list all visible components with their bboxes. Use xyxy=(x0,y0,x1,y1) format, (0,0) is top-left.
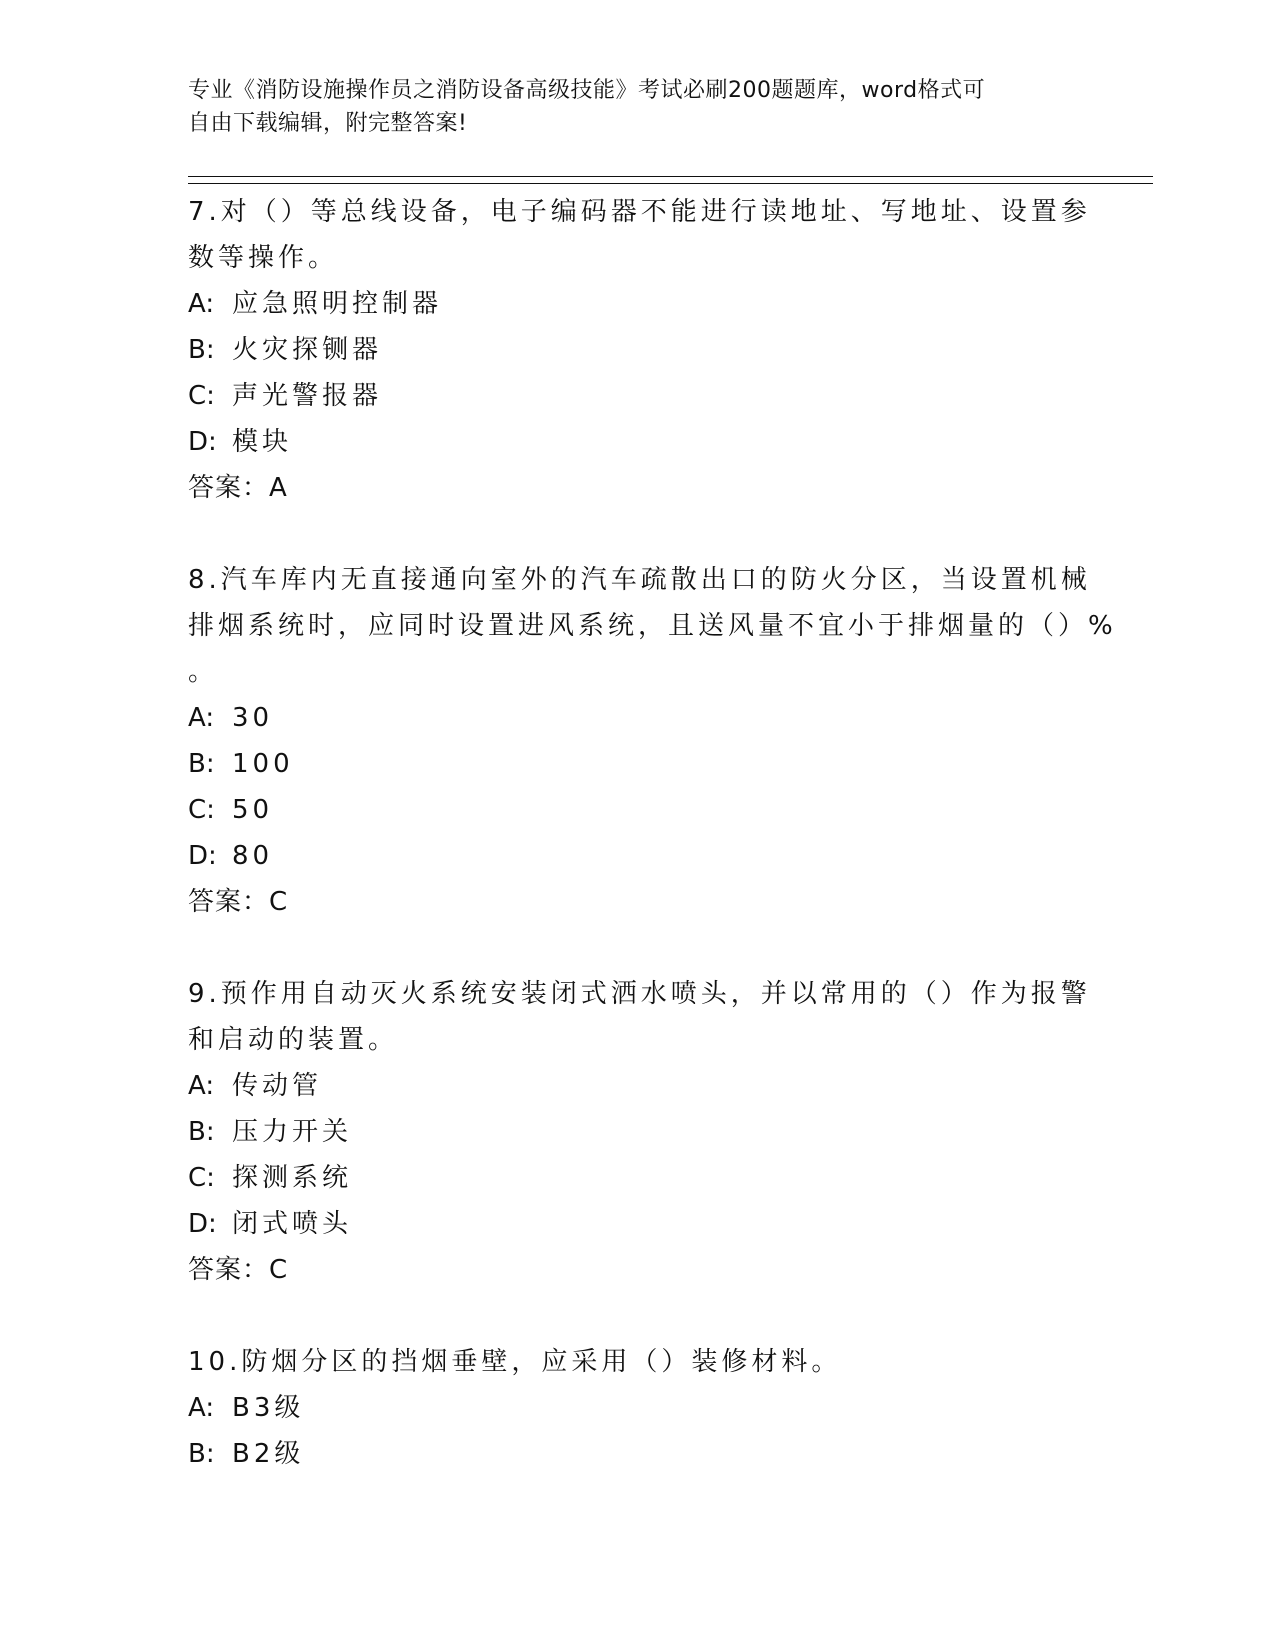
option-d xyxy=(188,1201,1088,1247)
option-a xyxy=(188,1063,1088,1109)
option-text: 探测系统 xyxy=(232,1163,353,1193)
option-text: 应急照明控制器 xyxy=(232,289,443,319)
document-header xyxy=(188,74,1068,140)
option-a xyxy=(188,281,1088,327)
option-letter: B: xyxy=(188,1117,215,1147)
option-a xyxy=(188,1385,1088,1431)
option-letter: A: xyxy=(188,1393,215,1423)
question-text-line: 数等操作。 xyxy=(188,243,339,273)
option-letter: B: xyxy=(188,335,215,365)
option-b xyxy=(188,741,1088,787)
question-block xyxy=(188,557,1117,925)
option-c xyxy=(188,1155,1088,1201)
header-divider-bottom xyxy=(188,183,1153,184)
option-b xyxy=(188,327,1088,373)
option-text: 声光警报器 xyxy=(232,381,383,411)
option-letter: C: xyxy=(188,795,215,825)
option-text: 30 xyxy=(232,703,274,733)
option-a xyxy=(188,695,1088,741)
question-text-line: 7.对（）等总线设备，电子编码器不能进行读地址、写地址、设置参 xyxy=(188,197,1091,227)
option-letter: C: xyxy=(188,381,215,411)
header-divider-top xyxy=(188,176,1153,177)
option-b xyxy=(188,1109,1088,1155)
option-text: 火灾探铡器 xyxy=(232,335,383,365)
option-letter: C: xyxy=(188,1163,215,1193)
option-letter: A: xyxy=(188,703,215,733)
option-c xyxy=(188,787,1088,833)
option-text: 100 xyxy=(232,749,294,779)
option-d xyxy=(188,419,1088,465)
option-text: 压力开关 xyxy=(232,1117,353,1147)
option-text: 传动管 xyxy=(232,1071,323,1101)
question-text-line: 8.汽车库内无直接通向室外的汽车疏散出口的防火分区，当设置机械 xyxy=(188,565,1091,595)
option-letter: D: xyxy=(188,427,217,457)
header-line-2: 自由下载编辑，附完整答案! xyxy=(188,111,468,136)
question-block xyxy=(188,189,1091,511)
question-text-line: 排烟系统时，应同时设置进风系统，且送风量不宜小于排烟量的（）% xyxy=(188,611,1117,641)
option-letter: A: xyxy=(188,1071,215,1101)
answer-line: 答案：A xyxy=(188,473,288,503)
answer-line: 答案：C xyxy=(188,887,289,917)
option-text: 80 xyxy=(232,841,274,871)
question-text-line: 9.预作用自动灭火系统安装闭式洒水喷头，并以常用的（）作为报警 xyxy=(188,979,1091,1009)
option-letter: D: xyxy=(188,841,217,871)
option-d xyxy=(188,833,1088,879)
question-list xyxy=(188,189,1117,1523)
option-letter: D: xyxy=(188,1209,217,1239)
option-letter: B: xyxy=(188,1439,215,1469)
header-line-1: 专业《消防设施操作员之消防设备高级技能》考试必刷200题题库，word格式可 xyxy=(188,78,986,103)
option-text: B2级 xyxy=(232,1439,305,1469)
option-text: B3级 xyxy=(232,1393,305,1423)
question-block xyxy=(188,1339,1088,1477)
answer-line: 答案：C xyxy=(188,1255,289,1285)
option-text: 闭式喷头 xyxy=(232,1209,353,1239)
question-block xyxy=(188,971,1091,1293)
option-letter: B: xyxy=(188,749,215,779)
question-text-line: 10.防烟分区的挡烟垂壁，应采用（）装修材料。 xyxy=(188,1347,842,1377)
option-letter: A: xyxy=(188,289,215,319)
question-text-line: 。 xyxy=(188,657,219,687)
option-text: 模块 xyxy=(232,427,293,457)
option-c xyxy=(188,373,1088,419)
option-text: 50 xyxy=(232,795,274,825)
question-text-line: 和启动的装置。 xyxy=(188,1025,399,1055)
option-b xyxy=(188,1431,1088,1477)
